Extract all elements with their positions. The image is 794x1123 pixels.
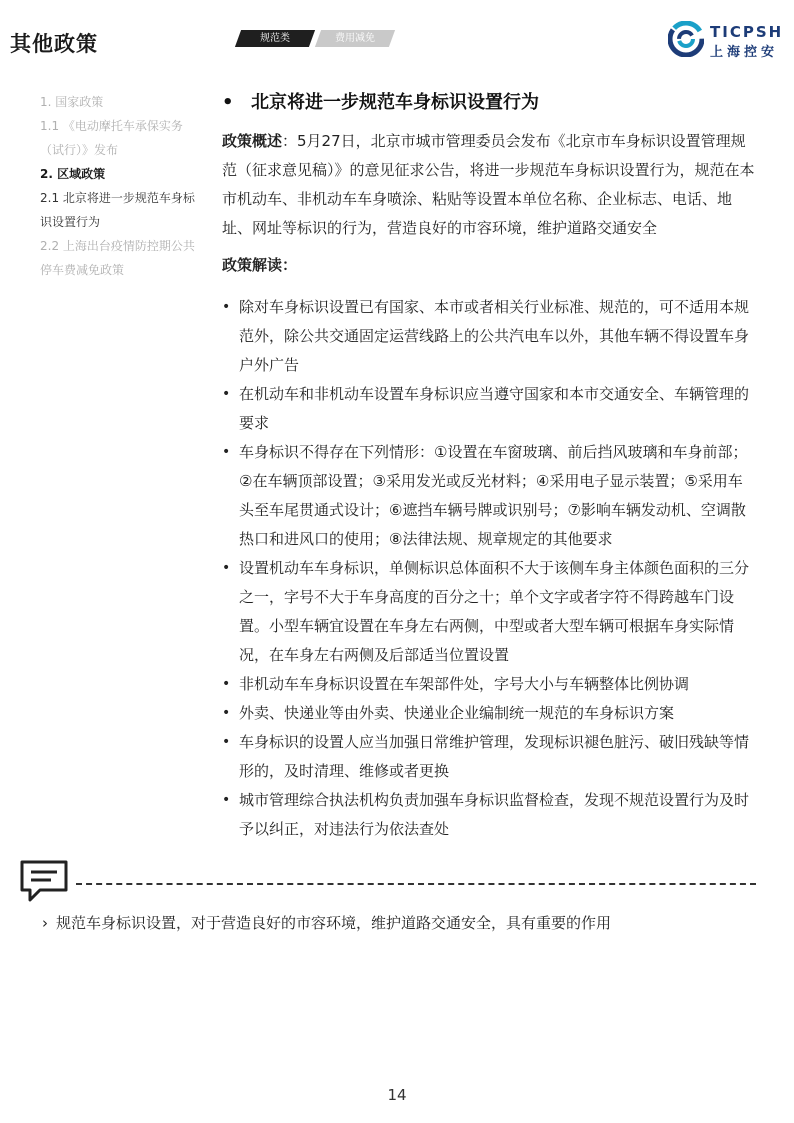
logo-text-cn: 上海控安	[710, 45, 779, 60]
conclusion-line	[42, 911, 611, 935]
page-title: 其他政策	[10, 32, 98, 56]
toc-item[interactable]: 1.1 《电动摩托车承保实务（试行）》发布	[40, 119, 183, 157]
list-item: • 在机动车和非机动车设置车身标识应当遵守国家和本市交通安全、车辆管理的要求	[222, 380, 757, 438]
section-title-text: 北京将进一步规范车身标识设置行为	[251, 92, 539, 113]
bullet-dot: •	[222, 299, 231, 315]
toc-item[interactable]: 2.2 上海出台疫情防控期公共停车费减免政策	[40, 239, 195, 277]
list-item: • 城市管理综合执法机构负责加强车身标识监督检查，发现不规范设置行为及时予以纠正，对违法行为依法查处	[222, 786, 757, 844]
bullet-dot: •	[222, 92, 234, 113]
toc-item[interactable]: 2. 区域政策	[40, 167, 106, 181]
page-number: 14	[387, 1086, 407, 1104]
toc-item[interactable]: 1. 国家政策	[40, 95, 104, 109]
bullet-dot: •	[222, 676, 231, 692]
conclusion-text: 规范车身标识设置，对于营造良好的市容环境，维护道路交通安全，具有重要的作用	[56, 914, 612, 932]
overview-paragraph	[222, 127, 757, 243]
list-item: • 设置机动车车身标识，单侧标识总体面积不大于该侧车身主体颜色面积的三分之一，字号不大于车身高度的百分之十；单个文字或者字符不得跨越车门设置。小型车辆宜设置在车身左右两侧，中型或者大型车辆可根据车身实际情况，在车身左右两侧及后部适当位置设置	[222, 554, 757, 670]
logo-swirl-icon	[668, 21, 704, 57]
logo-text-en: TICPSH	[710, 23, 784, 41]
interpretation-heading: 政策解读：	[222, 256, 298, 274]
list-item: • 除对车身标识设置已有国家、本市或者相关行业标准、规范的，可不适用本规范外，除公共交通固定运营线路上的公共汽电车以外，其他车辆不得设置车身户外广告	[222, 293, 757, 380]
list-item: • 车身标识的设置人应当加强日常维护管理，发现标识褪色脏污、破旧残缺等情形的，及时清理、维修或者更换	[222, 728, 757, 786]
tag-fee-reduction[interactable]: 费用减免	[315, 30, 395, 47]
list-item: • 车身标识不得存在下列情形：①设置在车窗玻璃、前后挡风玻璃和车身前部；②在车辆顶部设置；③采用发光或反光材料；④采用电子显示装置；⑤采用车头至车尾贯通式设计；⑥遮挡车辆号牌或识别号；⑦影响车辆发动机、空调散热口和进风口的使用；⑧法律法规、规章规定的其他要求	[222, 438, 757, 554]
overview-label: 政策概述	[222, 132, 283, 150]
comment-icon	[18, 858, 70, 906]
company-logo	[668, 21, 784, 59]
section-title	[222, 88, 757, 118]
main-content	[222, 88, 757, 844]
section-divider	[76, 883, 756, 885]
chevron-right-icon: ›	[42, 914, 48, 932]
list-item: • 非机动车车身标识设置在车架部件处，字号大小与车辆整体比例协调	[222, 670, 757, 699]
bullet-dot: •	[222, 792, 231, 808]
bullet-dot: •	[222, 705, 231, 721]
bullet-dot: •	[222, 386, 231, 402]
toc-item[interactable]: 2.1 北京将进一步规范车身标识设置行为	[40, 191, 195, 229]
bullet-dot: •	[222, 560, 231, 576]
table-of-contents	[40, 90, 200, 282]
bullet-dot: •	[222, 444, 231, 460]
bullet-dot: •	[222, 734, 231, 750]
overview-text: ：5月27日，北京市城市管理委员会发布《北京市车身标识设置管理规范（征求意见稿）》的意见征求公告，将进一步规范车身标识设置行为，规范在本市机动车、非机动车车身喷涂、粘贴等设置本单位名称、企业标志、电话、地址、网址等标识的行为，营造良好的市容环境，维护道路交通安全	[222, 132, 755, 237]
interpretation-list	[222, 293, 757, 844]
list-item: • 外卖、快递业等由外卖、快递业企业编制统一规范的车身标识方案	[222, 699, 757, 728]
tag-regulation[interactable]: 规范类	[235, 30, 315, 47]
